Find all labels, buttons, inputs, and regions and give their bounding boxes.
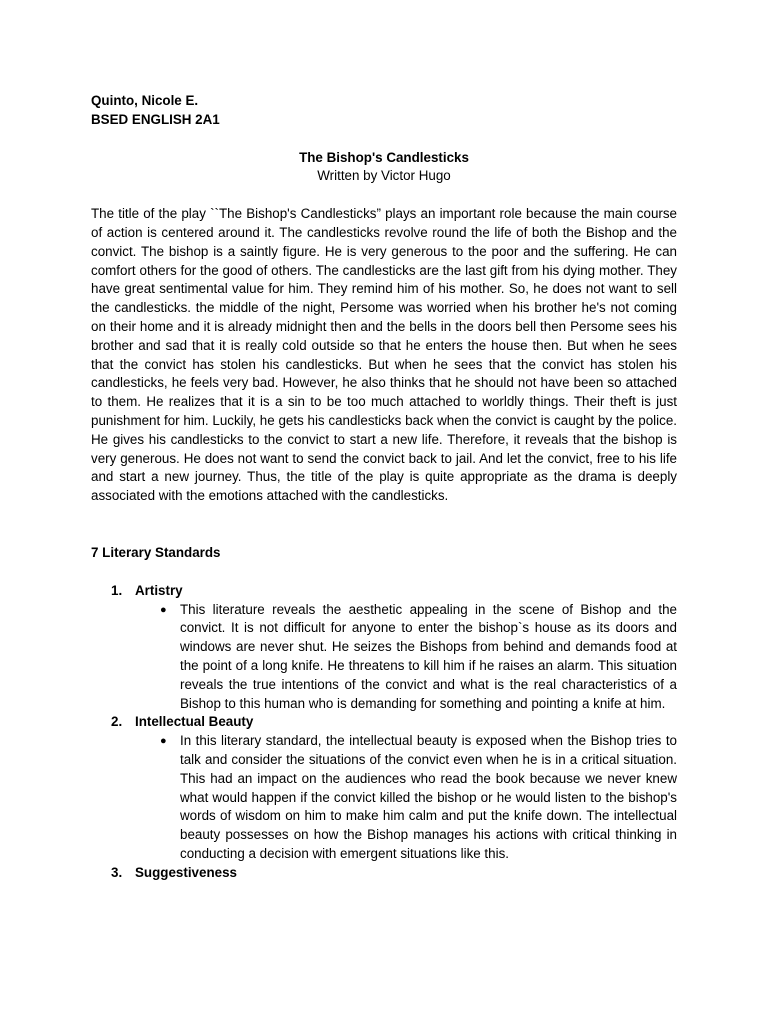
course-label: BSED ENGLISH 2A1 — [91, 111, 220, 127]
bullet-text: In this literary standard, the intellectual beauty is exposed when the Bishop tries to talk and consider the situations of the convict even when he is in a critical situation. This had an impact on the audiences who read the book because we never knew what would happen if the convict killed the bishop or he would listen to the bishop's words of wisdom on him to make him calm and put the knife down. The intellectual beauty possesses on how the Bishop manages his actions with critical thinking in conducting a decision with emergent situations like this. — [180, 733, 677, 861]
standard-item-intellectual-beauty — [91, 713, 677, 863]
title-block — [91, 149, 677, 187]
bullet-text: This literature reveals the aesthetic appealing in the scene of Bishop and the convict. It is not difficult for anyone to enter the bishop`s house as its doors and windows are never shut. He seizes the Bishops from behind and demands food at the point of a long knife. He threatens to kill him if he raises an alarm. This situation reveals the true intentions of the convict and what is the real characteristics of a Bishop to this human who is demanding for something and pointing a knife at him. — [180, 601, 677, 711]
document-title: The Bishop's Candlesticks — [299, 149, 469, 165]
list-item — [135, 732, 677, 864]
standards-list — [91, 582, 677, 883]
author-name: Quinto, Nicole E. — [91, 93, 199, 108]
standard-name: Artistry — [135, 582, 183, 598]
list-number: 3. — [111, 864, 123, 880]
bullet-list — [135, 732, 677, 864]
list-item — [135, 601, 677, 714]
author-byline: Written by Victor Hugo — [317, 168, 451, 184]
standard-item-artistry — [91, 582, 677, 714]
bullet-icon: ● — [160, 735, 167, 748]
bullet-icon: ● — [160, 603, 167, 616]
standard-item-suggestiveness — [91, 864, 677, 883]
section-heading: 7 Literary Standards — [91, 544, 221, 560]
standard-name: Intellectual Beauty — [135, 714, 254, 730]
standard-name: Suggestiveness — [135, 864, 237, 880]
intro-paragraph: The title of the play ``The Bishop's Candlesticks” plays an important role because the main course of action is centered around it. The candlesticks revolve round the life of both the Bishop and the convict. The bishop is a saintly figure. He is very generous to the poor and the suffering. He can comfort others for the good of others. The candlesticks are the last gift from his dying mother. They have great sentimental value for him. They remind him of his mother. So, he does not want to sell the candlesticks. the middle of the night, Persome was worried when his brother he's not coming on their home and it is already midnight then and the bells in the doors bell then Persome sees his brother and sad that it is really cold outside so that he enters the house then. But when he sees that the convict has stolen his candlesticks. But when he sees that the convict has stolen his candlesticks, he feels very bad. However, he also thinks that he should not have been so attached to them. He realizes that it is a sin to be too much attached to worldly things. Their theft is just punishment for him. Luckily, he gets his candlesticks back when the convict is caught by the police. He gives his candlesticks to the convict to start a new life. Therefore, it reveals that the bishop is very generous. He does not want to send the convict back to jail. And let the convict, free to his life and start a new journey. Thus, the title of the play is quite appropriate as the drama is deeply associated with the emotions attached with the candlesticks. — [91, 206, 677, 504]
list-number: 1. — [111, 582, 123, 598]
document-page — [91, 92, 677, 882]
bullet-list — [135, 601, 677, 714]
list-number: 2. — [111, 714, 123, 730]
